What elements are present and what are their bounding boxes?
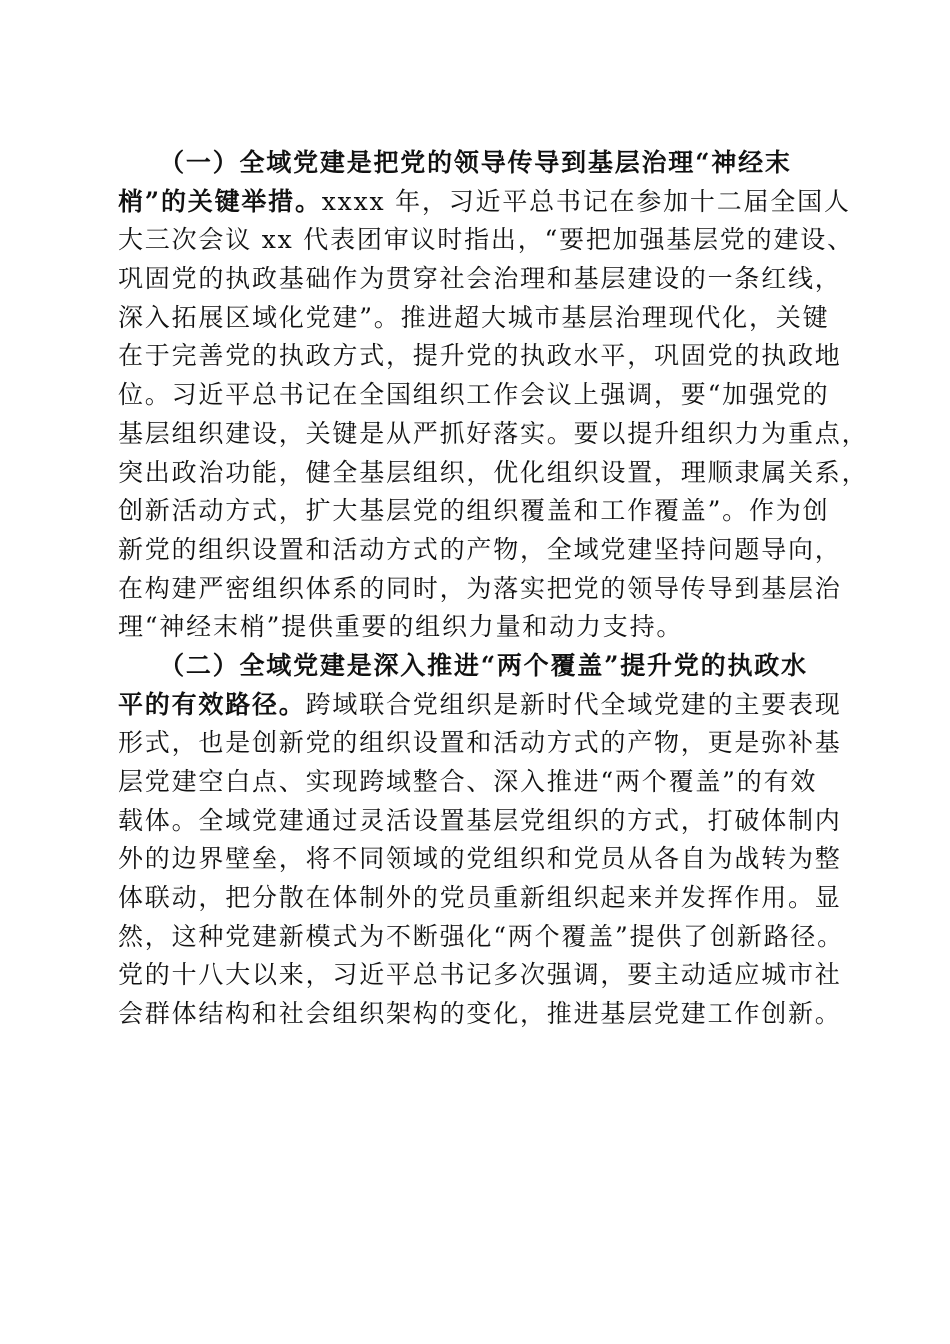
text-line	[118, 570, 848, 609]
text-line	[118, 840, 848, 879]
paragraph-2	[118, 647, 848, 1034]
text-line	[118, 918, 848, 957]
text-line	[118, 144, 848, 183]
document-body	[118, 144, 869, 1034]
body-text: 位。习近平总书记在全国组织工作会议上强调，要“加强党的	[118, 380, 830, 410]
body-text: 然，这种党建新模式为不断强化“两个覆盖”提供了创新路径。	[118, 921, 844, 951]
text-line	[118, 183, 851, 222]
text-line	[118, 376, 848, 415]
text-line	[118, 454, 869, 493]
body-text: 基层组织建设，关键是从严抓好落实。要以提升组织力为重点，	[118, 418, 869, 448]
text-line	[118, 337, 848, 376]
body-text: 大三次会议 xx 代表团审议时指出，“要把加强基层党的建设、	[118, 225, 854, 255]
body-text: 新党的组织设置和活动方式的产物，全域党建坚持问题导向，	[118, 534, 842, 564]
body-text: 在构建严密组织体系的同时，为落实把党的领导传导到基层治	[118, 573, 842, 603]
body-text: 党的十八大以来，习近平总书记多次强调，要主动适应城市社	[118, 960, 842, 990]
body-text: 形式，也是创新党的组织设置和活动方式的产物，更是弥补基	[118, 728, 842, 758]
text-line	[118, 531, 848, 570]
bold-heading-text: （一）全域党建是把党的领导传导到基层治理“神经末	[118, 148, 792, 177]
body-text: 深入拓展区域化党建”。推进超大城市基层治理现代化，关键	[118, 302, 830, 332]
text-line	[118, 956, 848, 995]
body-text: 创新活动方式，扩大基层党的组织覆盖和工作覆盖”。作为创	[118, 496, 830, 526]
bold-heading-text: （二）全域党建是深入推进“两个覆盖”提升党的执政水	[118, 650, 808, 680]
body-text: 会群体结构和社会组织架构的变化，推进基层党建工作创新。	[118, 999, 842, 1029]
text-line	[118, 260, 848, 299]
text-line	[118, 686, 848, 725]
body-text: 理“神经末梢”提供重要的组织力量和动力支持。	[118, 612, 684, 642]
body-text: xxxx 年，习近平总书记在参加十二届全国人	[321, 186, 851, 216]
bold-heading-text: 梢”的关键举措。	[118, 186, 322, 216]
bold-heading-text: 平的有效路径。	[118, 689, 306, 719]
body-text: 在于完善党的执政方式，提升党的执政水平，巩固党的执政地	[118, 341, 842, 371]
body-text: 外的边界壁垒，将不同领域的党组织和党员从各自为战转为整	[118, 844, 842, 874]
paragraph-1	[118, 144, 869, 647]
text-line	[118, 763, 848, 802]
text-line	[118, 492, 848, 531]
text-line	[118, 415, 869, 454]
text-line	[118, 879, 848, 918]
body-text: 突出政治功能，健全基层组织，优化组织设置，理顺隶属关系，	[118, 457, 869, 487]
text-line	[118, 221, 854, 260]
text-line	[118, 299, 848, 338]
text-line	[118, 802, 848, 841]
body-text: 体联动，把分散在体制外的党员重新组织起来并发挥作用。显	[118, 883, 842, 913]
text-line	[118, 995, 848, 1034]
text-line	[118, 647, 848, 686]
text-line	[118, 608, 848, 647]
body-text: 巩固党的执政基础作为贯穿社会治理和基层建设的一条红线，	[118, 264, 842, 294]
body-text: 层党建空白点、实现跨域整合、深入推进“两个覆盖”的有效	[118, 767, 818, 796]
body-text: 载体。全域党建通过灵活设置基层党组织的方式，打破体制内	[118, 805, 842, 835]
body-text: 跨域联合党组织是新时代全域党建的主要表现	[305, 689, 842, 719]
text-line	[118, 724, 848, 763]
